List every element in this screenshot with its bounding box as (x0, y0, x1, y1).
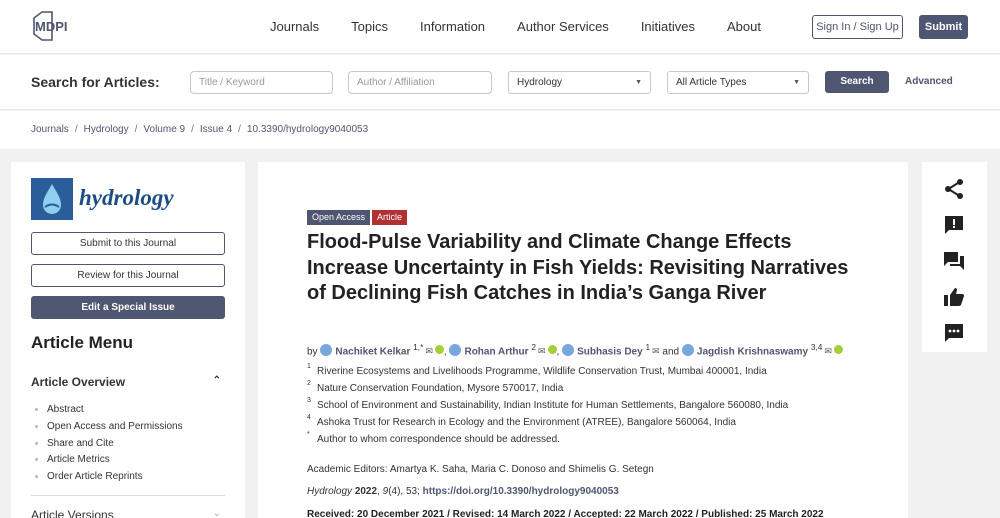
menu-item-share-cite[interactable]: Share and Cite (35, 438, 183, 455)
submit-button[interactable]: Submit (919, 15, 968, 39)
chevron-down-icon: ⌄ (212, 508, 221, 518)
orcid-icon[interactable] (548, 345, 557, 354)
article-overview-toggle[interactable] (31, 375, 221, 389)
left-sidebar (11, 162, 245, 518)
article-overview-list (35, 404, 183, 488)
menu-item-metrics[interactable]: Article Metrics (35, 454, 183, 471)
advanced-search-link[interactable]: Advanced (905, 76, 953, 87)
author-sup: 2 (531, 342, 536, 352)
breadcrumb-volume[interactable]: Volume 9 (143, 124, 186, 135)
journal-name[interactable]: hydrology (79, 185, 174, 210)
divider (31, 495, 225, 496)
main-nav (270, 19, 793, 34)
hydrology-logo-icon[interactable] (31, 178, 73, 220)
article-type-value: All Article Types (676, 77, 747, 88)
action-bar (922, 162, 987, 352)
chevron-up-icon: ⌃ (212, 375, 221, 386)
article-type-select[interactable] (667, 71, 809, 94)
article-title: Flood-Pulse Variability and Climate Change Effects Increase Uncertainty in Fish Yields: Revisiting Narratives of Declining Fish Catches in India’s Ganga River (307, 231, 849, 304)
doi-link[interactable]: https://doi.org/10.3390/hydrology9040053 (422, 486, 619, 497)
author-name[interactable]: Nachiket Kelkar (335, 346, 411, 358)
author-list: by Nachiket Kelkar $^{1,*}$ ✉ , Rohan Arthur $^2$ ✉ , Subhasis Dey $^1$ ✉ and Jagdish Krishnaswamy $^{3,4}$ ✉ (307, 342, 887, 357)
breadcrumb-issue[interactable]: Issue 4 (199, 124, 233, 135)
comment-icon[interactable] (942, 249, 966, 273)
article-type-badge: Article (372, 210, 407, 225)
author-name[interactable]: Jagdish Krishnaswamy (696, 346, 809, 358)
article-versions-label: Article Versions (31, 508, 114, 518)
nav-topics[interactable]: Topics (351, 19, 388, 34)
affiliation: 1 Riverine Ecosystems and Livelihoods Programme, Wildlife Conservation Trust, Mumbai 400001, India (307, 363, 767, 377)
like-icon[interactable] (942, 285, 966, 309)
cite-volume: 9 (382, 486, 389, 497)
top-navigation (0, 0, 1000, 54)
author-icon (449, 344, 461, 356)
menu-item-open-access[interactable]: Open Access and Permissions (35, 421, 183, 438)
affiliation: 2 Nature Conservation Foundation, Mysore 570017, India (307, 380, 564, 394)
academic-editors: Academic Editors: Amartya K. Saha, Maria C. Donoso and Shimelis G. Setegn (307, 464, 654, 475)
author-name[interactable]: Subhasis Dey (577, 346, 643, 358)
article-versions-toggle[interactable] (31, 508, 221, 518)
journal-select[interactable] (508, 71, 651, 94)
correspondence-note: * Author to whom correspondence should be addressed. (307, 431, 560, 445)
chevron-down-icon: ▼ (635, 79, 642, 86)
search-label: Search for Articles: (31, 74, 160, 90)
author-sup: 1 (645, 342, 651, 352)
journal-select-value: Hydrology (517, 77, 563, 88)
author-sup: 1,* (413, 342, 424, 352)
affiliations (307, 363, 789, 451)
submit-to-journal-button[interactable]: Submit to this Journal (31, 232, 225, 255)
orcid-icon[interactable] (834, 345, 843, 354)
breadcrumb-doi[interactable]: 10.3390/hydrology9040053 (246, 124, 369, 135)
cite-year: 2022 (354, 486, 378, 497)
nav-about[interactable]: About (727, 19, 761, 34)
publication-dates: Received: 20 December 2021 / Revised: 14 March 2022 / Accepted: 22 March 2022 / Published: 25 March 2022 (307, 509, 824, 518)
open-access-badge: Open Access (307, 210, 370, 225)
email-icon[interactable]: ✉ (537, 346, 546, 357)
by-label: by (307, 346, 318, 358)
article-overview-label: Article Overview (31, 375, 126, 389)
email-icon[interactable]: ✉ (824, 346, 832, 357)
author-affiliation-input[interactable]: Author / Affiliation (348, 71, 492, 94)
edit-special-issue-button[interactable]: Edit a Special Issue (31, 296, 225, 319)
search-button[interactable]: Search (825, 71, 889, 93)
author-name[interactable]: Rohan Arthur (464, 346, 529, 358)
share-icon[interactable] (942, 177, 966, 201)
email-icon[interactable]: ✉ (652, 346, 660, 357)
review-for-journal-button[interactable]: Review for this Journal (31, 264, 225, 287)
search-bar (0, 55, 1000, 110)
affiliation: 3 School of Environment and Sustainability, Indian Institute for Human Settlements, Bangalore 560080, India (307, 397, 789, 411)
menu-item-reprints[interactable]: Order Article Reprints (35, 471, 183, 488)
citation: Hydrology 2022, 9(4), 53; https://doi.org/10.3390/hydrology9040053 (307, 486, 619, 497)
logo-text: MDPI (35, 19, 68, 34)
author-icon (320, 344, 332, 356)
email-icon[interactable]: ✉ (425, 346, 433, 357)
breadcrumb: Journals / Hydrology / Volume 9 / Issue 4 / 10.3390/hydrology9040053 (0, 111, 1000, 149)
title-keyword-input[interactable]: Title / Keyword (190, 71, 333, 94)
sign-in-button[interactable]: Sign In / Sign Up (812, 15, 903, 39)
nav-information[interactable]: Information (420, 19, 486, 34)
author-icon (562, 344, 574, 356)
nav-author-services[interactable]: Author Services (517, 19, 609, 34)
chevron-down-icon: ▼ (793, 79, 800, 86)
cite-issue: (4), 53; (388, 486, 420, 497)
nav-journals[interactable]: Journals (270, 19, 320, 34)
article-menu-title: Article Menu (31, 333, 134, 352)
more-comment-icon[interactable] (942, 321, 966, 345)
orcid-icon[interactable] (435, 345, 444, 354)
nav-initiatives[interactable]: Initiatives (640, 19, 696, 34)
menu-item-abstract[interactable]: Abstract (35, 404, 183, 421)
breadcrumb-hydrology[interactable]: Hydrology (83, 124, 129, 135)
cite-journal: Hydrology (307, 486, 353, 497)
report-icon[interactable] (942, 213, 966, 237)
breadcrumb-journals[interactable]: Journals (31, 124, 69, 135)
and-label: and (662, 346, 680, 358)
article-main (258, 162, 908, 518)
affiliation: 4 Ashoka Trust for Research in Ecology and the Environment (ATREE), Bangalore 560064, India (307, 414, 736, 428)
author-icon (682, 344, 694, 356)
author-sup: 3,4 (810, 342, 823, 352)
mdpi-logo[interactable] (30, 10, 82, 44)
